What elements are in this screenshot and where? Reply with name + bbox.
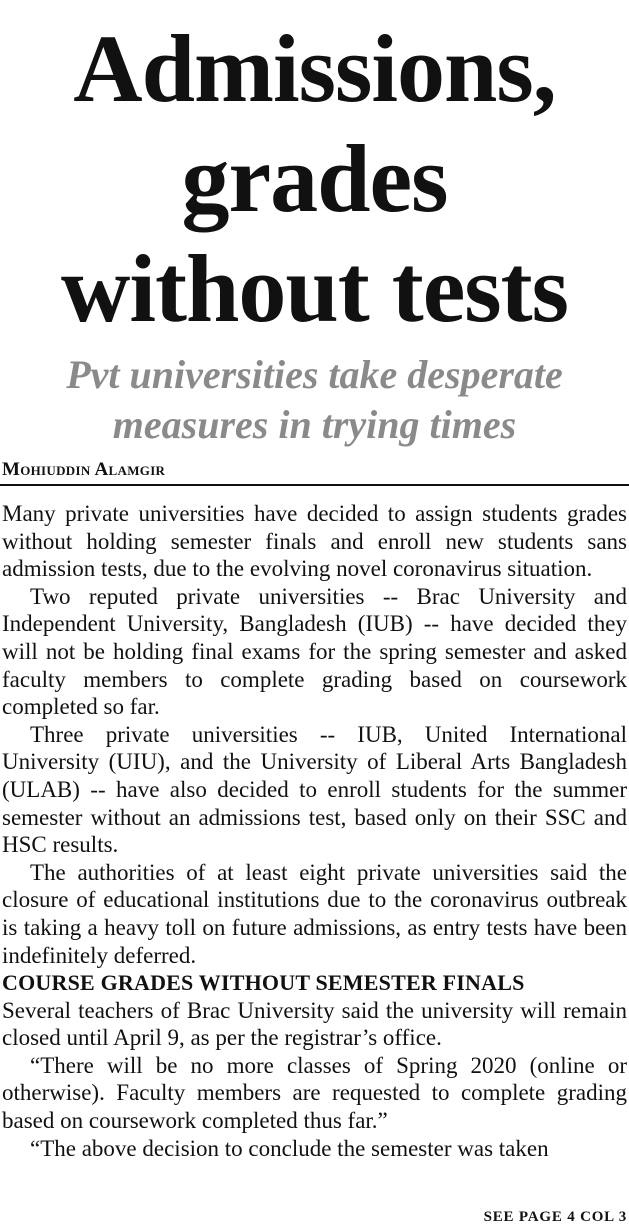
- paragraph-1: Many private universities have decided to assign students grades without holding semester finals and enroll new students sans admission tests, due to the evolving novel coronavirus situation.: [2, 501, 627, 582]
- headline-line-3: without tests: [61, 235, 568, 342]
- subheadline: [0, 350, 629, 450]
- subheadline-line-2: measures in trying times: [112, 402, 517, 447]
- section-paragraph-3: “The above decision to conclude the semester was taken: [30, 1135, 549, 1161]
- section-paragraph-2: “There will be no more classes of Spring 2020 (online or otherwise). Faculty members are requested to complete grading based on coursework completed thus far.”: [2, 1052, 627, 1134]
- subheadline-line-1: Pvt universities take desperate: [66, 352, 563, 397]
- headline-line-1: Admissions,: [73, 15, 556, 122]
- section-heading: COURSE GRADES WITHOUT SEMESTER FINALS: [2, 970, 525, 996]
- section-paragraph-1: Several teachers of Brac University said the university will remain closed until April 9, as per the registrar’s office.: [2, 997, 627, 1051]
- headline: [0, 0, 629, 344]
- headline-line-2: grades: [181, 125, 448, 232]
- paragraph-4: The authorities of at least eight private universities said the closure of educational institutions due to the coronavirus outbreak is taking a heavy toll on future admissions, as entry tests have been indefinitely deferred.: [2, 859, 627, 968]
- byline-rule: [0, 484, 629, 486]
- paragraph-2: Two reputed private universities -- Brac University and Independent University, Bangladesh (IUB) -- have decided they will not be holding final exams for the spring semester and asked faculty members to complete grading based on coursework completed so far.: [2, 583, 627, 720]
- article-body: [2, 500, 627, 1162]
- paragraph-3: Three private universities -- IUB, United International University (UIU), and the University of Liberal Arts Bangladesh (ULAB) -- have also decided to enroll students for the summer semester without an admissions test, based only on their SSC and HSC results.: [2, 721, 627, 858]
- byline: Mohiuddin Alamgir: [2, 459, 166, 480]
- continued-on-page: SEE PAGE 4 COL 3: [483, 1209, 627, 1225]
